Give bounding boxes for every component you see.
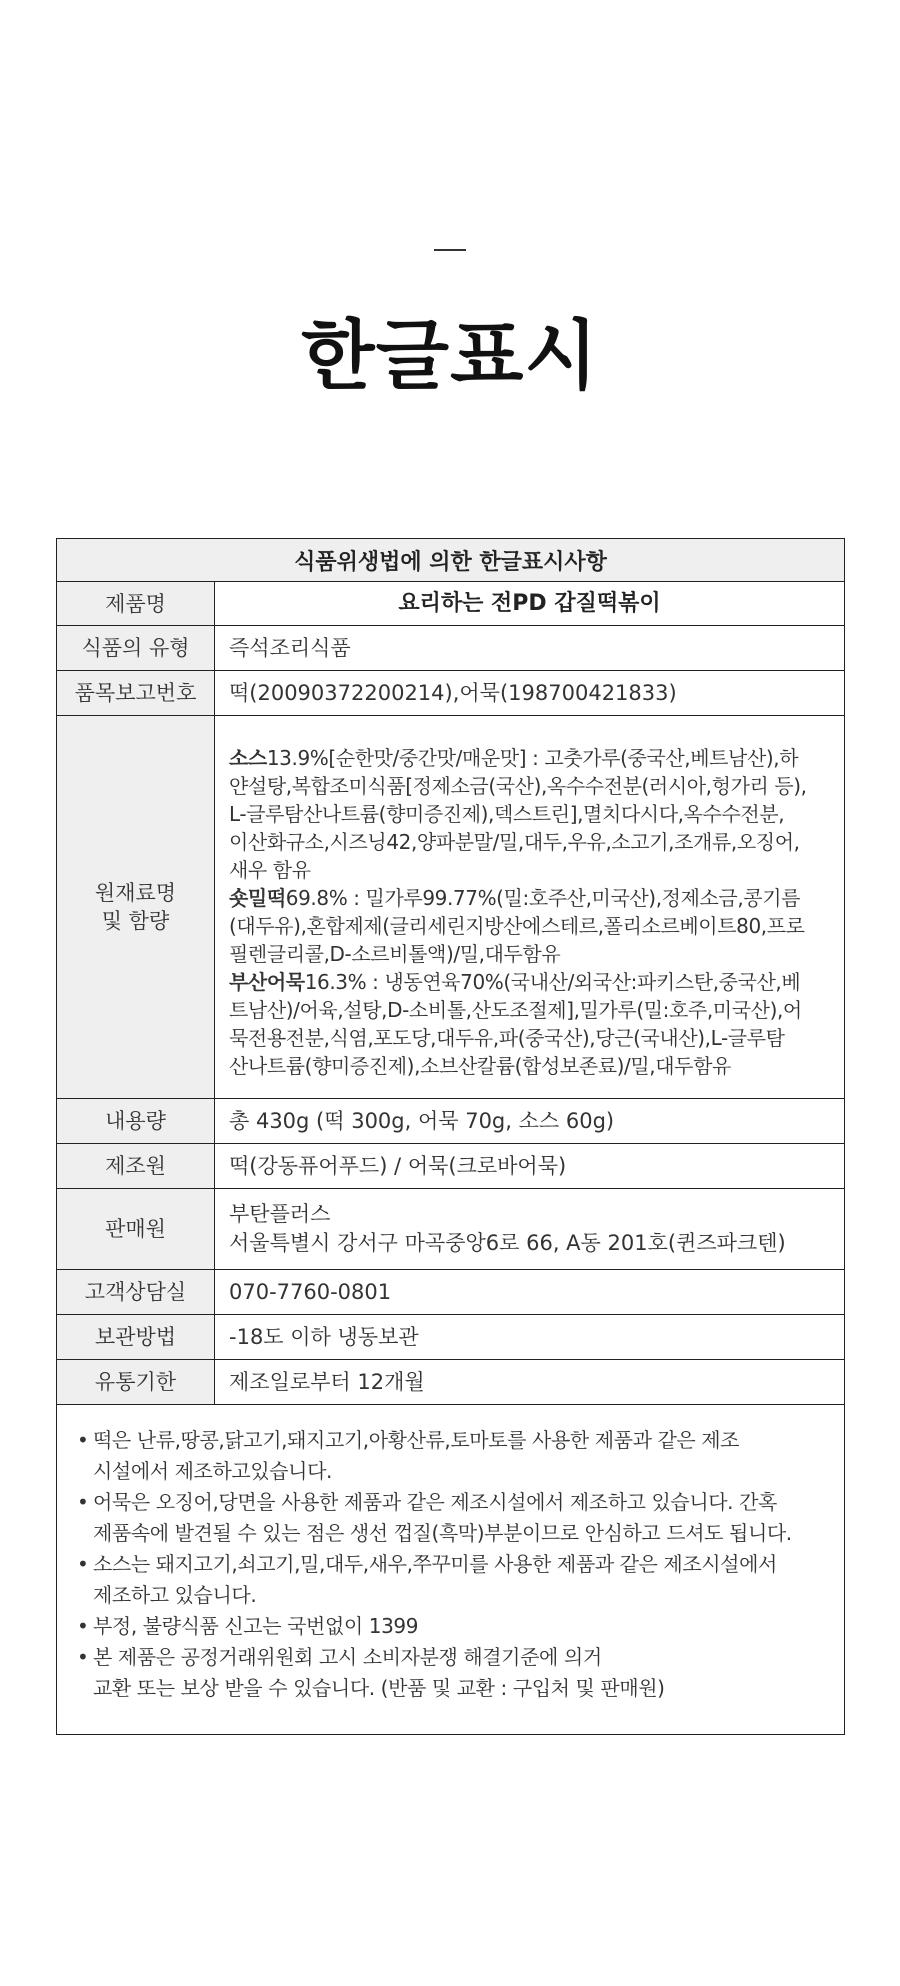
ingredient-sauce <box>229 744 838 884</box>
list-item <box>77 1425 834 1487</box>
note-line: • 떡은 난류,땅콩,닭고기,돼지고기,아황산류,토마토를 사용한 제품과 같은 제조 <box>93 1428 740 1452</box>
ingredient-sauce-line: 13.9%[순한맛/중간맛/매운맛] : 고춧가루(중국산,베트남산),하 <box>266 746 799 770</box>
label-ingredients-line1: 원재료명 <box>94 881 177 905</box>
ingredient-fish-cake-name: 부산어묵 <box>229 970 305 994</box>
label-report-number: 품목보고번호 <box>57 671 215 716</box>
ingredient-fish-cake <box>229 968 838 1080</box>
table-row-product-name <box>57 582 845 626</box>
label-customer-service: 고객상담실 <box>57 1270 215 1315</box>
value-storage: -18도 이하 냉동보관 <box>215 1315 845 1360</box>
value-seller <box>215 1189 845 1270</box>
ingredient-fish-cake-line: 16.3% : 냉동연육70%(국내산/외국산:파키스탄,중국산,베 <box>304 970 801 994</box>
label-product-name: 제품명 <box>57 582 215 626</box>
label-manufacturer: 제조원 <box>57 1144 215 1189</box>
table-row-expiry <box>57 1360 845 1405</box>
table-row-customer-service <box>57 1270 845 1315</box>
table-row-manufacturer <box>57 1144 845 1189</box>
ingredient-rice-cake-line: (대두유),혼합제제(글리세린지방산에스테르,폴리소르베이트80,프로 <box>229 914 805 938</box>
ingredient-sauce-name: 소스 <box>229 746 267 770</box>
note-line: • 어묵은 오징어,당면을 사용한 제품과 같은 제조시설에서 제조하고 있습니다. 간혹 <box>93 1490 777 1514</box>
ingredient-rice-cake-line: 69.8% : 밀가루99.77%(밀:호주산,미국산),정제소금,콩기름 <box>285 886 801 910</box>
label-seller: 판매원 <box>57 1189 215 1270</box>
label-expiry: 유통기한 <box>57 1360 215 1405</box>
table-caption: 식품위생법에 의한 한글표시사항 <box>57 539 845 582</box>
ingredient-rice-cake <box>229 884 838 968</box>
note-line: 제조하고 있습니다. <box>93 1583 257 1607</box>
notes-list <box>77 1425 834 1704</box>
note-line: 제품속에 발견될 수 있는 점은 생선 껍질(흑막)부분이므로 안심하고 드셔도 됩니다. <box>93 1521 792 1545</box>
ingredient-sauce-line: 새우 함유 <box>229 858 311 882</box>
value-manufacturer: 떡(강동퓨어푸드) / 어묵(크로바어묵) <box>215 1144 845 1189</box>
table-row-food-type <box>57 626 845 671</box>
value-customer-service: 070-7760-0801 <box>215 1270 845 1315</box>
table-row-seller <box>57 1189 845 1270</box>
ingredient-fish-cake-line: 트남산)/어육,설탕,D-소비톨,산도조절제],밀가루(밀:호주,미국산),어 <box>229 998 802 1022</box>
notes-cell <box>57 1405 845 1735</box>
value-contents: 총 430g (떡 300g, 어묵 70g, 소스 60g) <box>215 1099 845 1144</box>
table-row-ingredients <box>57 716 845 1099</box>
table-row-notes <box>57 1405 845 1735</box>
list-item <box>77 1549 834 1611</box>
note-line: • 본 제품은 공정거래위원회 고시 소비자분쟁 해결기준에 의거 <box>93 1645 602 1669</box>
note-line: 시설에서 제조하고있습니다. <box>93 1459 332 1483</box>
ingredient-sauce-line: 이산화규소,시즈닝42,양파분말/밀,대두,우유,소고기,조개류,오징어, <box>229 830 800 854</box>
ingredient-fish-cake-line: 산나트륨(향미증진제),소브산칼륨(합성보존료)/밀,대두함유 <box>229 1054 731 1078</box>
value-product-name: 요리하는 전PD 갑질떡볶이 <box>215 582 845 626</box>
ingredient-fish-cake-line: 묵전용전분,식염,포도당,대두유,파(중국산),당근(국내산),L-글루탐 <box>229 1026 785 1050</box>
value-food-type: 즉석조리식품 <box>215 626 845 671</box>
label-ingredients <box>57 716 215 1099</box>
list-item <box>77 1642 834 1704</box>
note-line: • 부정, 불량식품 신고는 국번없이 1399 <box>93 1614 419 1638</box>
value-report-number: 떡(20090372200214),어묵(198700421833) <box>215 671 845 716</box>
page-title: 한글표시 <box>301 311 599 400</box>
food-label-table <box>56 538 845 1735</box>
seller-name: 부탄플러스 <box>229 1202 331 1226</box>
table-row-storage <box>57 1315 845 1360</box>
label-food-type: 식품의 유형 <box>57 626 215 671</box>
seller-address: 서울특별시 강서구 마곡중앙6로 66, A동 201호(퀸즈파크텐) <box>229 1231 786 1255</box>
ingredient-sauce-line: 얀설탕,복합조미식품[정제소금(국산),옥수수전분(러시아,헝가리 등), <box>229 774 807 798</box>
label-contents: 내용량 <box>57 1099 215 1144</box>
note-line: • 소스는 돼지고기,쇠고기,밀,대두,새우,쭈꾸미를 사용한 제품과 같은 제조시설에서 <box>93 1552 777 1576</box>
value-expiry: 제조일로부터 12개월 <box>215 1360 845 1405</box>
table-row-report-number <box>57 671 845 716</box>
note-line: 교환 또는 보상 받을 수 있습니다. (반품 및 교환 : 구입처 및 판매원) <box>93 1676 665 1700</box>
ingredient-rice-cake-name: 숏밀떡 <box>229 886 286 910</box>
value-ingredients <box>215 716 845 1099</box>
ingredient-sauce-line: L-글루탐산나트륨(향미증진제),덱스트린],멸치다시다,옥수수전분, <box>229 802 785 826</box>
ingredient-rice-cake-line: 필렌글리콜,D-소르비톨액)/밀,대두함유 <box>229 942 561 966</box>
label-ingredients-line2: 및 함량 <box>101 909 170 933</box>
label-storage: 보관방법 <box>57 1315 215 1360</box>
list-item <box>77 1487 834 1549</box>
list-item <box>77 1611 834 1642</box>
title-dash-decoration <box>434 249 466 251</box>
table-row-contents <box>57 1099 845 1144</box>
